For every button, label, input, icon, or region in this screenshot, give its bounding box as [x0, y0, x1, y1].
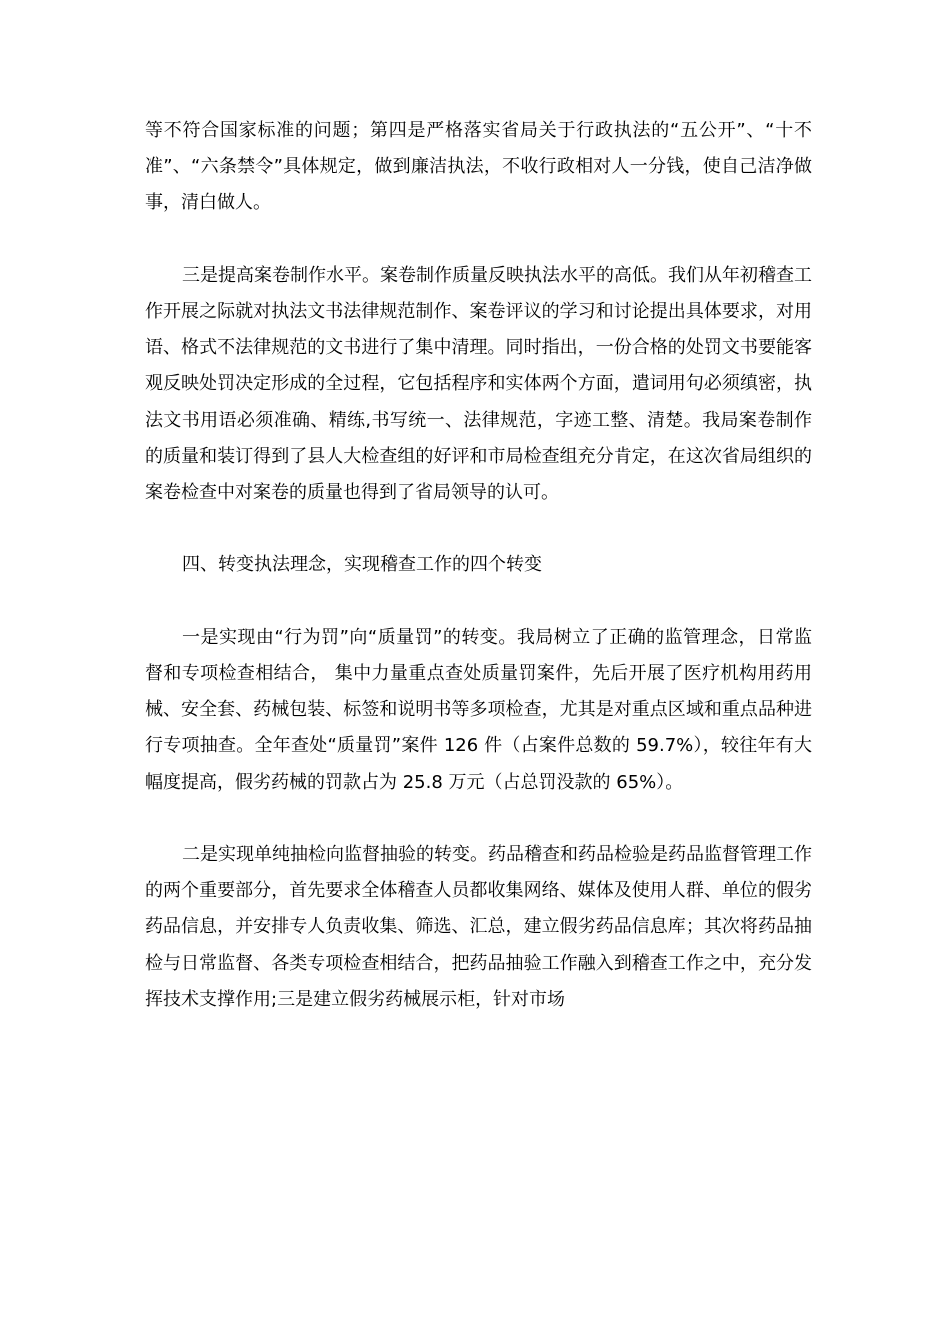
paragraph-quality-penalty: 一是实现由“行为罚”向“质量罚”的转变。我局树立了正确的监管理念，日常监督和专项检查相结合， 集中力量重点查处质量罚案件，先后开展了医疗机构用药用械、安全套、药械包装、标签和说明书等多项检查，尤其是对重点区域和重点品种进行专项抽查。全年查处“质量罚”案件 126 件（占案件总数的 59.7%），较往年有大幅度提高，假劣药械的罚款占为 25.8 万元（占总罚没款的 65%）。 [145, 626, 812, 793]
paragraph-spacer [145, 222, 812, 258]
document-page [145, 113, 812, 1018]
paragraph-supervision-sampling: 二是实现单纯抽检向监督抽验的转变。药品稽查和药品检验是药品监督管理工作的两个重要部分，首先要求全体稽查人员都收集网络、媒体及使用人群、单位的假劣药品信息，并安排专人负责收集、筛选、汇总，建立假劣药品信息库；其次将药品抽检与日常监督、各类专项检查相结合，把药品抽验工作融入到稽查工作之中，充分发挥技术支撑作用;三是建立假劣药械展示柜，针对市场 [145, 844, 812, 1010]
paragraph-case-file-quality: 三是提高案卷制作水平。案卷制作质量反映执法水平的高低。我们从年初稽查工作开展之际就对执法文书法律规范制作、案卷评议的学习和讨论提出具体要求，对用语、格式不法律规范的文书进行了集中清理。同时指出，一份合格的处罚文书要能客观反映处罚决定形成的全过程，它包括程序和实体两个方面，遣词用句必须缜密，执法文书用语必须准确、精练,书写统一、法律规范，字迹工整、清楚。我局案卷制作的质量和装订得到了县人大检查组的好评和市局检查组充分肯定，在这次省局组织的案卷检查中对案卷的质量也得到了省局领导的认可。 [145, 264, 812, 504]
section-heading-four-transformations: 四、转变执法理念，实现稽查工作的四个转变 [182, 554, 542, 576]
paragraph-spacer [145, 801, 812, 837]
paragraph-spacer [145, 511, 812, 547]
paragraph-fiscal-integrity: 等不符合国家标准的问题；第四是严格落实省局关于行政执法的“五公开”、“十不准”、“六条禁令”具体规定，做到廉洁执法，不收行政相对人一分钱，使自己洁净做事，清白做人。 [145, 120, 812, 214]
paragraph-spacer [145, 584, 812, 620]
